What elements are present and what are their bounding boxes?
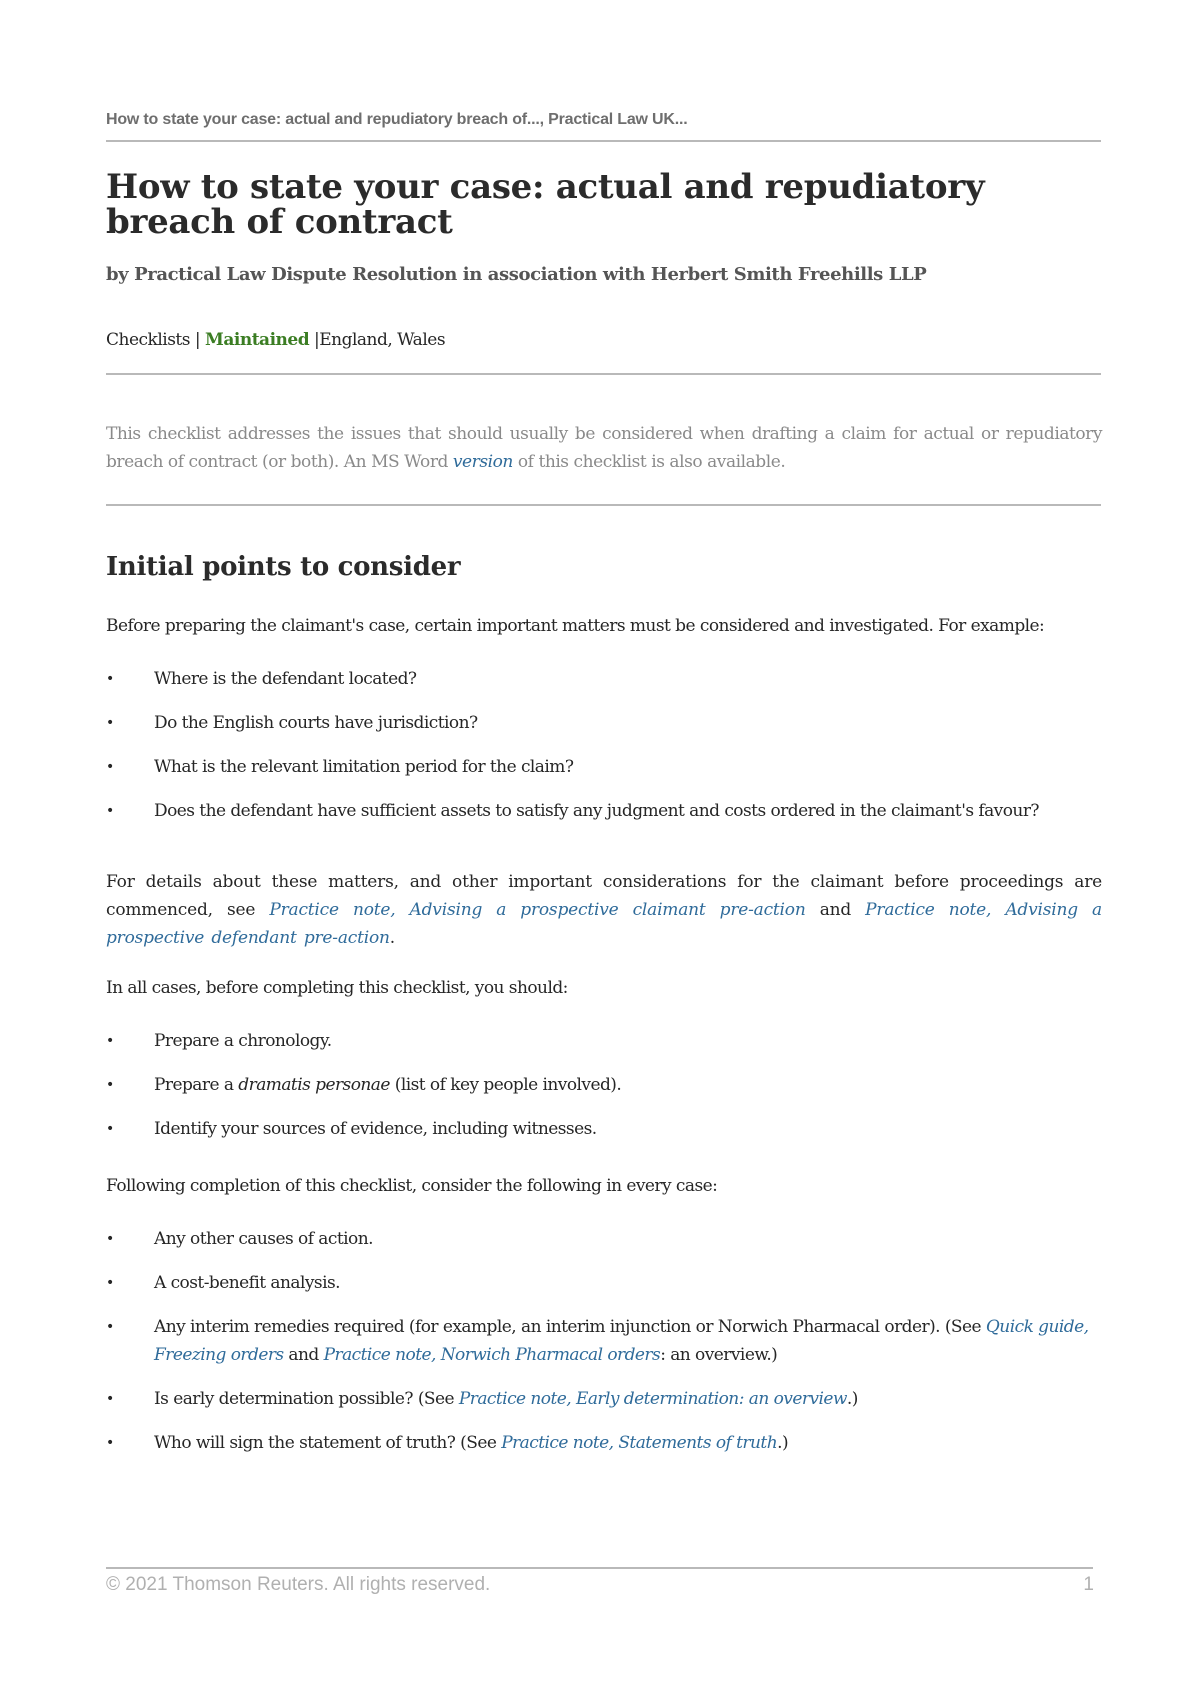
list-item: [106, 1115, 1102, 1143]
jurisdiction: England, Wales: [319, 330, 446, 350]
statements-of-truth-link[interactable]: Practice note, Statements of truth: [501, 1433, 778, 1453]
list-item: [106, 1385, 1102, 1413]
after-checklist-list: [106, 1225, 1102, 1473]
bullet-icon: •: [106, 1077, 114, 1093]
bullet-icon: •: [106, 1033, 114, 1049]
details-paragraph: [106, 868, 1102, 952]
list-item-italic: dramatis personae: [238, 1075, 390, 1095]
list-item-text: .): [846, 1389, 858, 1409]
meta-separator: |: [190, 330, 206, 350]
list-item-text: Do the English courts have jurisdiction?: [154, 713, 478, 733]
list-item-text: Where is the defendant located?: [154, 669, 417, 689]
bullet-icon: •: [106, 1275, 114, 1291]
list-item-text: : an overview.): [660, 1345, 778, 1365]
meta-separator: |: [309, 330, 320, 350]
list-item: [106, 1225, 1102, 1253]
defendant-pre-action-link[interactable]: Practice note, Advising a prospective defendant pre-action: [106, 900, 1102, 948]
list-item-text: and: [283, 1345, 324, 1365]
early-determination-link[interactable]: Practice note, Early determination: an overview: [458, 1389, 847, 1409]
before-checklist-intro: In all cases, before completing this checklist, you should:: [106, 978, 568, 998]
bullet-icon: •: [106, 1391, 114, 1407]
status-badge: Maintained: [205, 330, 310, 350]
paragraph-text: For details about these matters, and other important considerations for the claimant before proceedings are commenced, see: [106, 872, 1102, 920]
list-item-text: Identify your sources of evidence, including witnesses.: [154, 1119, 597, 1139]
before-checklist-list: [106, 1027, 1102, 1159]
list-item: [106, 753, 1102, 781]
list-item-text: What is the relevant limitation period for the claim?: [154, 757, 574, 777]
claimant-pre-action-link[interactable]: Practice note, Advising a prospective claimant pre-action: [269, 900, 806, 920]
list-item-text: Who will sign the statement of truth? (See: [154, 1433, 502, 1453]
list-item: [106, 797, 1102, 825]
list-item-text: Does the defendant have sufficient assets to satisfy any judgment and costs ordered in the claimant's favour?: [154, 801, 1039, 821]
list-item: [106, 665, 1102, 693]
list-item-text: Any interim remedies required (for example, an interim injunction or Norwich Pharmacal order). (See: [154, 1317, 986, 1337]
summary-text: of this checklist is also available.: [512, 452, 786, 472]
freezing-orders-link[interactable]: Quick guide, Freezing orders: [154, 1317, 1089, 1365]
summary-rule: [106, 504, 1101, 506]
list-item: [106, 1027, 1102, 1055]
list-item-text: A cost-benefit analysis.: [154, 1273, 341, 1293]
document-meta: [106, 330, 445, 350]
list-item-text: (list of key people involved).: [389, 1075, 622, 1095]
list-item: [106, 1313, 1102, 1369]
norwich-pharmacal-link[interactable]: Practice note, Norwich Pharmacal orders: [323, 1345, 661, 1365]
word-version-link[interactable]: version: [452, 452, 513, 472]
bullet-icon: •: [106, 715, 114, 731]
page-title: How to state your case: actual and repudiatory breach of contract: [106, 167, 985, 242]
byline: by Practical Law Dispute Resolution in association with Herbert Smith Freehills LLP: [106, 264, 927, 285]
bullet-icon: •: [106, 1231, 114, 1247]
bullet-icon: •: [106, 1319, 114, 1335]
list-item-text: Prepare a chronology.: [154, 1031, 332, 1051]
list-item: [106, 709, 1102, 737]
summary: [106, 420, 1102, 476]
header-rule: [106, 140, 1101, 142]
summary-text: This checklist addresses the issues that should usually be considered when drafting a claim for actual or repudiatory breach of contract (or both). An MS Word: [106, 424, 1102, 472]
list-item-text: Any other causes of action.: [154, 1229, 373, 1249]
list-item-text: .): [777, 1433, 789, 1453]
bullet-icon: •: [106, 1435, 114, 1451]
bullet-icon: •: [106, 671, 114, 687]
paragraph-text: .: [389, 928, 395, 948]
copyright: © 2021 Thomson Reuters. All rights reserved.: [106, 1574, 491, 1595]
bullet-icon: •: [106, 1121, 114, 1137]
list-item: [106, 1269, 1102, 1297]
page-number: 1: [1083, 1574, 1094, 1595]
meta-rule: [106, 373, 1101, 375]
intro-paragraph: Before preparing the claimant's case, certain important matters must be considered and investigated. For example:: [106, 616, 1045, 636]
footer-rule: [106, 1567, 1093, 1569]
bullet-icon: •: [106, 759, 114, 775]
list-item-text: Prepare a: [154, 1075, 239, 1095]
list-item: [106, 1429, 1102, 1457]
paragraph-text: and: [805, 900, 866, 920]
bullet-icon: •: [106, 803, 114, 819]
after-checklist-intro: Following completion of this checklist, consider the following in every case:: [106, 1176, 718, 1196]
matters-list: [106, 665, 1102, 841]
list-item: [106, 1071, 1102, 1099]
section-heading: Initial points to consider: [106, 552, 461, 582]
document-type: Checklists: [106, 330, 190, 350]
running-header: How to state your case: actual and repudiatory breach of..., Practical Law UK...: [106, 111, 688, 128]
list-item-text: Is early determination possible? (See: [154, 1389, 459, 1409]
